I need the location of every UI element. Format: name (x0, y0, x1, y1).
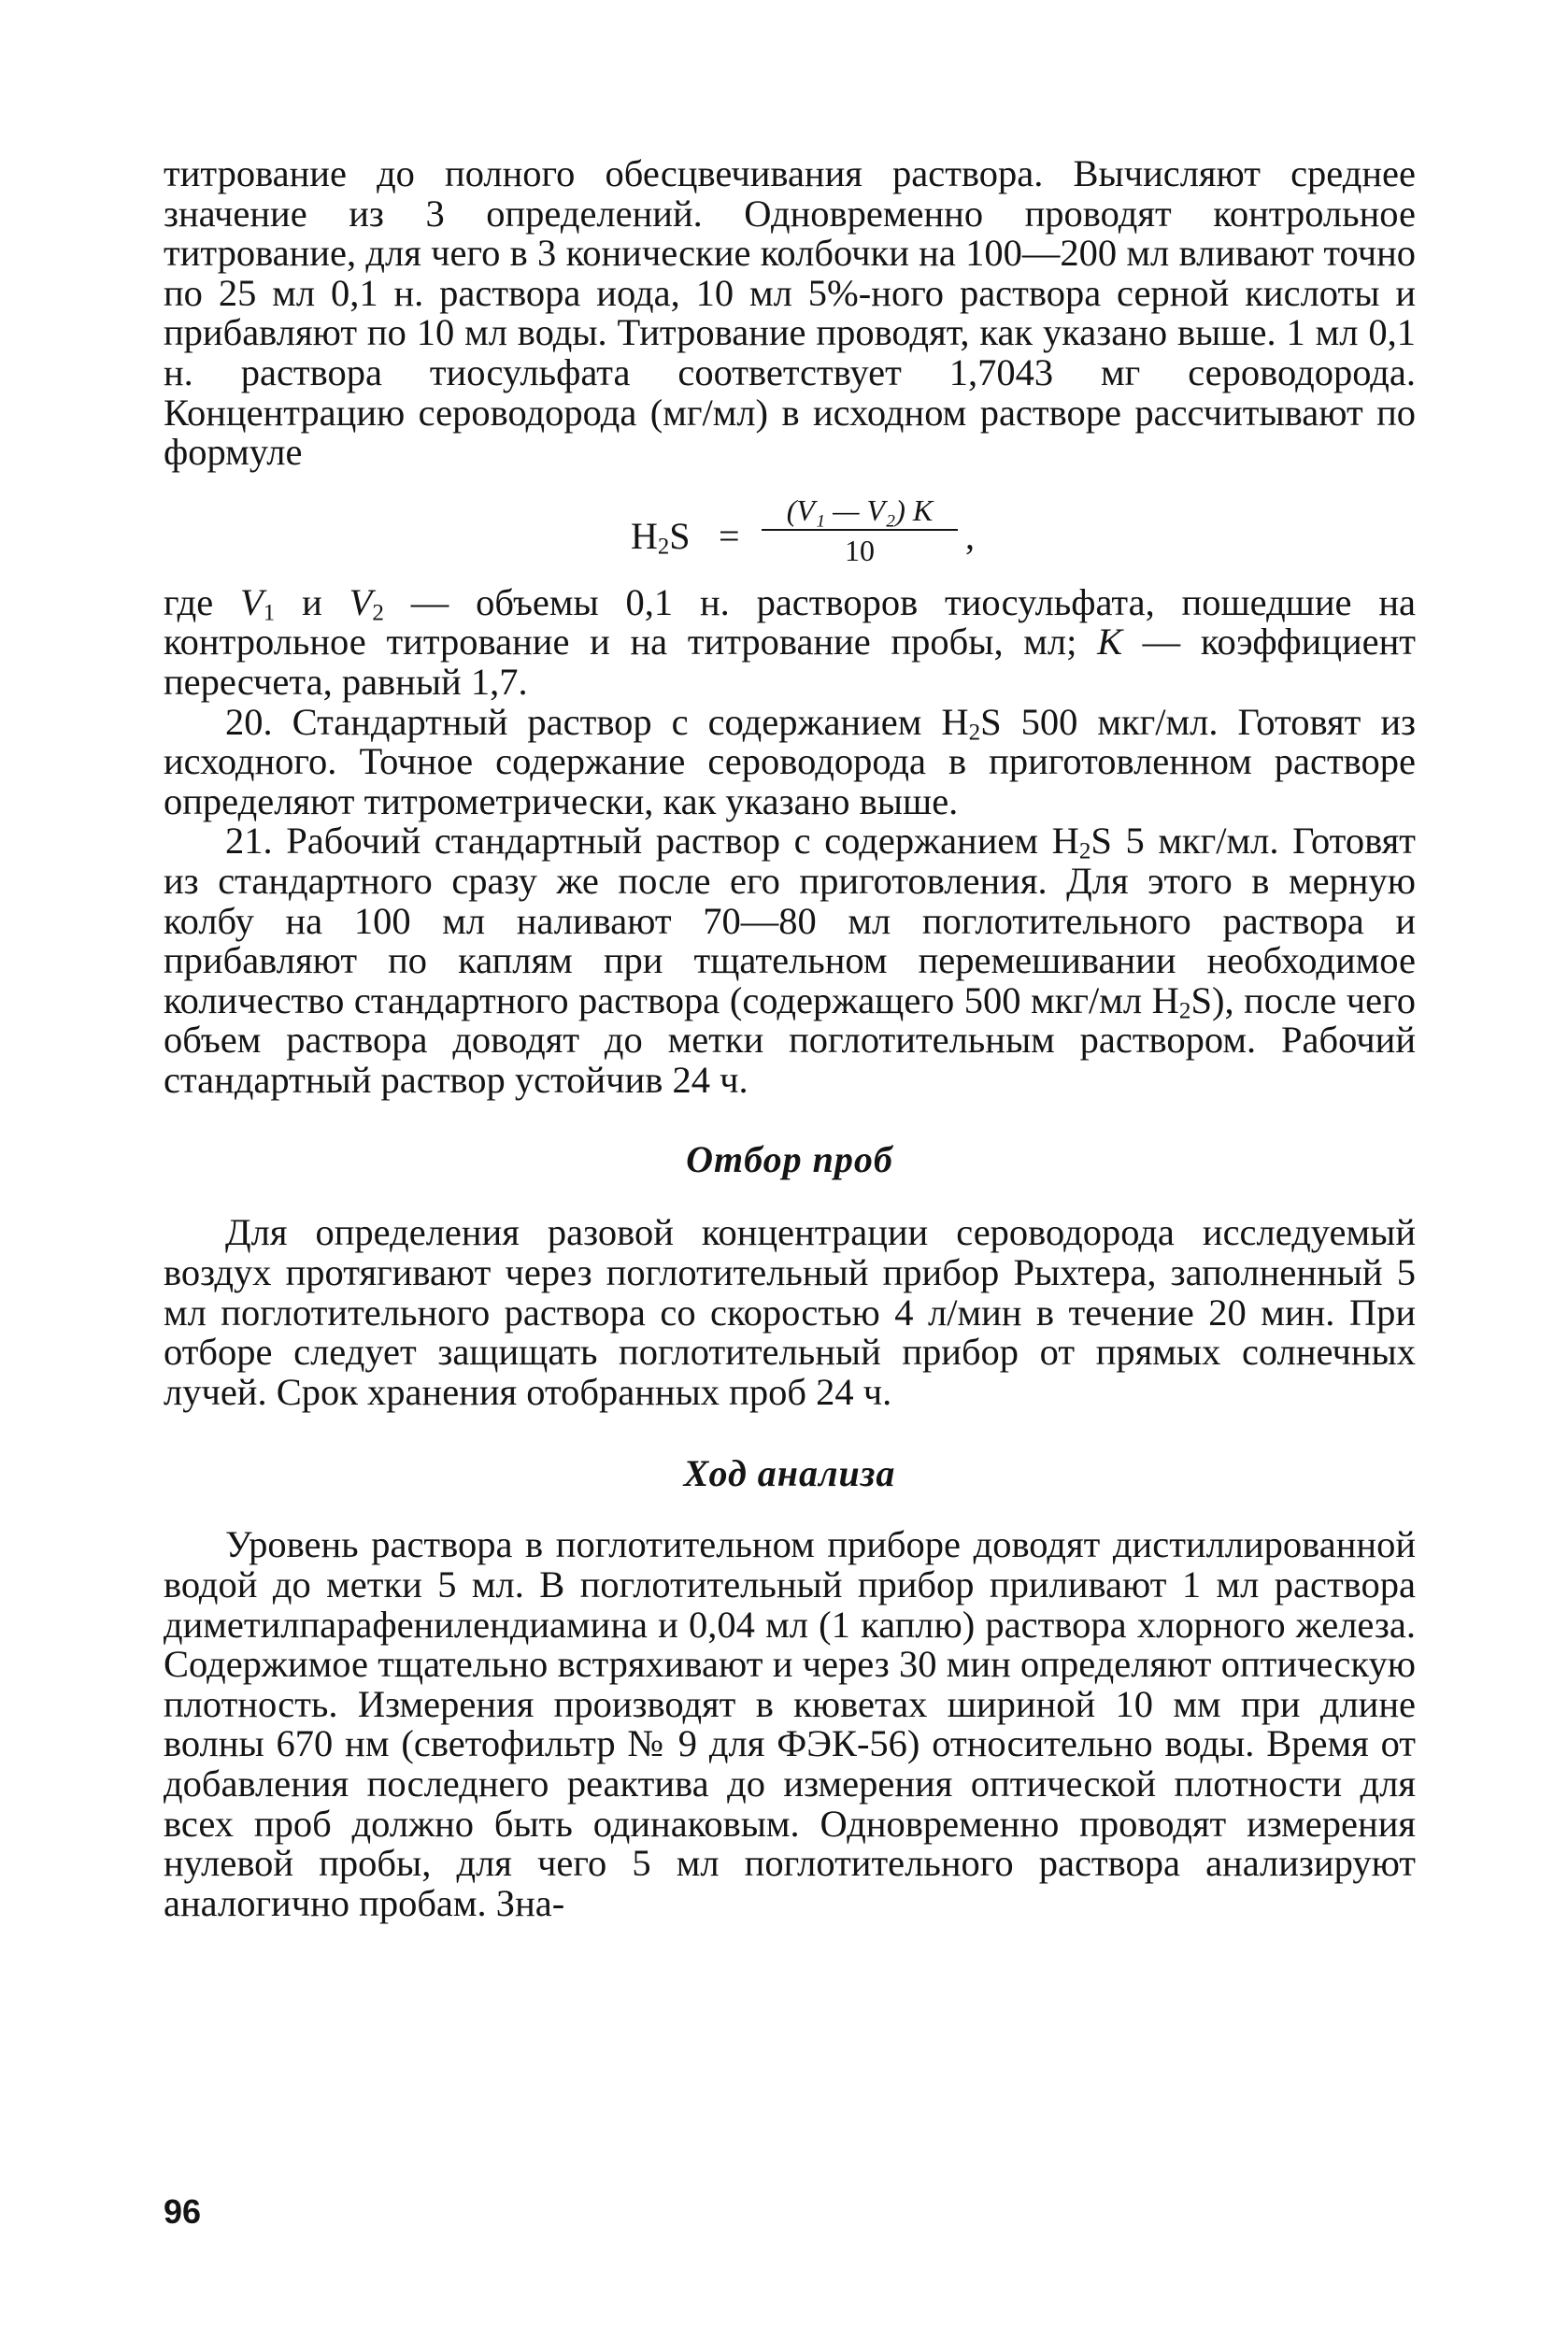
text-and: и (275, 580, 349, 623)
page-body (164, 154, 1416, 1923)
formula-lhs-h: H (631, 514, 658, 557)
formula-fraction-bar (762, 529, 958, 531)
formula-lhs (631, 514, 691, 558)
formula-h2s (164, 473, 1416, 583)
paragraph-item-20 (164, 700, 1416, 822)
formula-fraction (762, 493, 958, 566)
item-21-sub-1: 2 (1078, 838, 1091, 864)
item-21-sub-2: 2 (1178, 998, 1191, 1024)
paragraph-sampling: Для определения разовой концентрации сероводорода исследуемый воздух протягивают через поглотительный прибор Рыхтера, заполненный 5 мл поглотительного раствора со скоростью 4 л/мин в течение 20 мин. При отборе следует защищать поглотительный прибор от прямых солнечных лучей. Срок хранения отобранных проб 24 ч. (164, 1211, 1416, 1413)
item-21-text-b: S 5 мкг/мл. Готовят из стандартного сразу же после его приготовления. Для этого в мерную колбу на 100 мл наливают 70—80 мл поглотительного раствора и прибавляют по каплям при тщательном перемешивании необходимое количество стандартного раствора (содержащего 500 мкг/мл H (164, 820, 1417, 1021)
paragraph-where-definitions (164, 580, 1416, 703)
formula-lhs-s: S (669, 514, 691, 557)
item-20-text-b: S 500 мкг/мл. Готовят из исходного. Точное содержание сероводорода в приготовленном растворе определяют титрометрически, как указано выше. (164, 700, 1416, 822)
var-k: К (1097, 621, 1122, 663)
text-volumes: — объемы 0,1 н. растворов тиосульфата, пошедшие на контрольное титрование и на титрование пробы, мл; (164, 580, 1416, 663)
heading-sampling: Отбор проб (686, 1138, 893, 1181)
item-20-sub: 2 (968, 720, 981, 746)
text-coefficient: — коэффициент пересчета, равный 1,7. (164, 621, 1416, 703)
paragraph-titration-continued: титрование до полного обесцвечивания раствора. Вычисляют среднее значение из 3 определений. Одновременно проводят контрольное титрование, для чего в 3 конические колбочки на 100—200 мл вливают точно по 25 мл 0,1 н. раствора иода, 10 мл 5%-ного раствора серной кислоты и прибавляют по 10 мл воды. Титрование проводят, как указано выше. 1 мл 0,1 н. раствора тиосульфата соответствует 1,7043 мг сероводорода. Концентрацию сероводорода (мг/мл) в исходном растворе рассчитывают по формуле (164, 152, 1416, 474)
paragraph-item-21 (164, 821, 1416, 1100)
formula-comma: , (965, 514, 975, 557)
var-v1: V (240, 580, 264, 623)
var-v2-sub: 2 (372, 600, 384, 626)
heading-analysis: Ход анализа (683, 1452, 896, 1495)
var-v2: V (349, 580, 373, 623)
paragraph-analysis: Уровень раствора в поглотительном приборе доводят дистиллированной водой до метки 5 мл. В поглотительный прибор приливают 1 мл раствора диметилпарафенилендиамина и 0,04 мл (1 каплю) раствора хлорного железа. Содержимое тщательно встряхивают и через 30 мин определяют оптическую плотность. Измерения производят в кюветах шириной 10 мм при длине волны 670 нм (светофильтр № 9 для ФЭК-56) относительно воды. Время от добавления последнего реактива до измерения оптической плотности для всех проб должно быть одинаковым. Одновременно проводят измерения нулевой пробы, для чего 5 мл поглотительного раствора анализируют аналогично пробам. Зна- (164, 1523, 1416, 1924)
formula-equals: = (719, 514, 740, 557)
page-number: 96 (164, 2192, 202, 2231)
text-where: где (164, 580, 240, 623)
formula-lhs-sub: 2 (657, 534, 670, 560)
formula-denominator: 10 (845, 533, 875, 567)
var-v1-sub: 1 (263, 600, 276, 626)
item-21-text-a: 21. Рабочий стандартный раствор с содержанием H (225, 820, 1079, 863)
item-21-text-c: S), после чего объем раствора доводят до метки поглотительным раствором. Рабочий стандартный раствор устойчив 24 ч. (164, 978, 1417, 1101)
formula-numerator: (V₁ — V₂) K (786, 492, 934, 527)
item-20-text-a: 20. Стандартный раствор с содержанием H (225, 700, 969, 743)
